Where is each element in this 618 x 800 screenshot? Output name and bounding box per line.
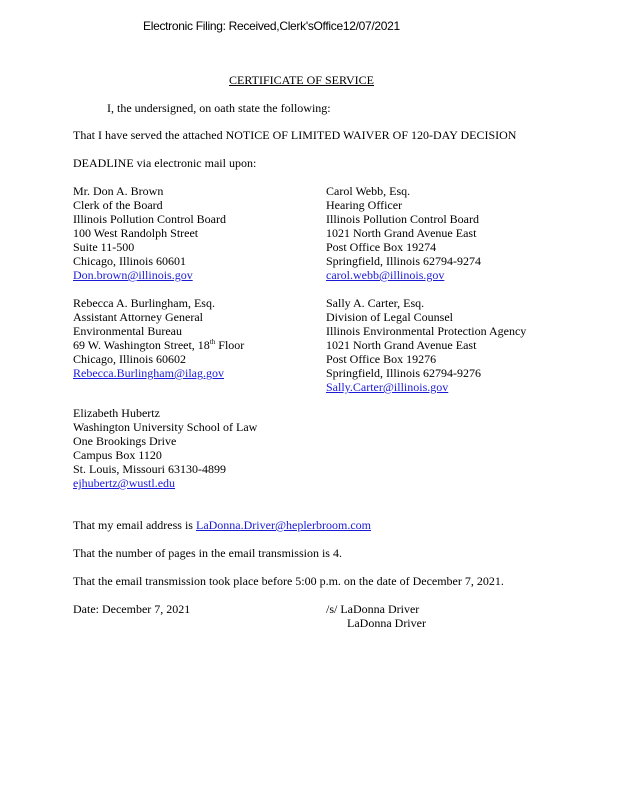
recipient-email-link[interactable]: carol.webb@illinois.gov bbox=[326, 268, 445, 282]
recipient-line: Carol Webb, Esq. bbox=[326, 184, 411, 198]
recipient-line: Washington University School of Law bbox=[73, 420, 258, 434]
recipient-line: Campus Box 1120 bbox=[73, 448, 162, 462]
recipient-line: 100 West Randolph Street bbox=[73, 226, 199, 240]
service-statement-line-2: DEADLINE via electronic mail upon: bbox=[73, 156, 257, 170]
recipient-line: Assistant Attorney General bbox=[73, 310, 203, 324]
intro-statement: I, the undersigned, on oath state the following: bbox=[107, 101, 331, 115]
recipient-line: Suite 11-500 bbox=[73, 240, 135, 254]
pages-statement: That the number of pages in the email transmission is 4. bbox=[73, 546, 342, 560]
signer-name: LaDonna Driver bbox=[347, 616, 426, 630]
recipient-line: Illinois Pollution Control Board bbox=[73, 212, 227, 226]
recipient-line: One Brookings Drive bbox=[73, 434, 177, 448]
recipient-email-link[interactable]: Don.brown@illinois.gov bbox=[73, 268, 193, 282]
recipient-line: Division of Legal Counsel bbox=[326, 310, 453, 324]
recipient-line: Illinois Pollution Control Board bbox=[326, 212, 480, 226]
recipient-line: St. Louis, Missouri 63130-4899 bbox=[73, 462, 227, 476]
recipient-line: Elizabeth Hubertz bbox=[73, 406, 160, 420]
recipient-line: Mr. Don A. Brown bbox=[73, 184, 164, 198]
recipient-line: Sally A. Carter, Esq. bbox=[326, 296, 425, 310]
recipient-line: 1021 North Grand Avenue East bbox=[326, 338, 477, 352]
recipient-line: Environmental Bureau bbox=[73, 324, 182, 338]
recipient-street-line: 69 W. Washington Street, 18th Floor bbox=[73, 338, 245, 352]
sender-email-statement: That my email address is LaDonna.Driver@heplerbroom.com bbox=[73, 518, 371, 532]
recipient-line: Chicago, Illinois 60601 bbox=[73, 254, 186, 268]
recipient-line: Post Office Box 19274 bbox=[326, 240, 437, 254]
transmission-time-statement: That the email transmission took place before 5:00 p.m. on the date of December 7, 2021. bbox=[73, 574, 504, 588]
recipient-line: Clerk of the Board bbox=[73, 198, 163, 212]
recipient-line: Rebecca A. Burlingham, Esq. bbox=[73, 296, 215, 310]
recipient-line: Post Office Box 19276 bbox=[326, 352, 437, 366]
recipient-line: Springfield, Illinois 62794-9276 bbox=[326, 366, 481, 380]
recipient-block-burlingham bbox=[73, 296, 244, 380]
recipient-line: 1021 North Grand Avenue East bbox=[326, 226, 477, 240]
page-title: CERTIFICATE OF SERVICE bbox=[229, 73, 374, 87]
recipient-email-link[interactable]: Rebecca.Burlingham@ilag.gov bbox=[73, 366, 225, 380]
signature: /s/ LaDonna Driver bbox=[326, 602, 420, 616]
recipient-line: Hearing Officer bbox=[326, 198, 403, 212]
service-statement-line-1: That I have served the attached NOTICE OF LIMITED WAIVER OF 120-DAY DECISION bbox=[73, 128, 517, 142]
recipient-line: Springfield, Illinois 62794-9274 bbox=[326, 254, 481, 268]
date-line: Date: December 7, 2021 bbox=[73, 602, 191, 616]
recipient-block-carter bbox=[326, 296, 526, 394]
recipient-email-link[interactable]: Sally.Carter@illinois.gov bbox=[326, 380, 449, 394]
recipient-email-link[interactable]: ejhubertz@wustl.edu bbox=[73, 476, 176, 490]
electronic-filing-header: Electronic Filing: Received,Clerk'sOffice12/07/2021 bbox=[143, 19, 400, 33]
recipient-block-hubertz bbox=[73, 406, 257, 490]
recipient-block-webb bbox=[326, 184, 481, 282]
sender-email-link[interactable]: LaDonna.Driver@heplerbroom.com bbox=[195, 518, 371, 532]
recipient-block-brown bbox=[73, 184, 226, 282]
recipient-line: Illinois Environmental Protection Agency bbox=[326, 324, 527, 338]
recipient-line: Chicago, Illinois 60602 bbox=[73, 352, 186, 366]
